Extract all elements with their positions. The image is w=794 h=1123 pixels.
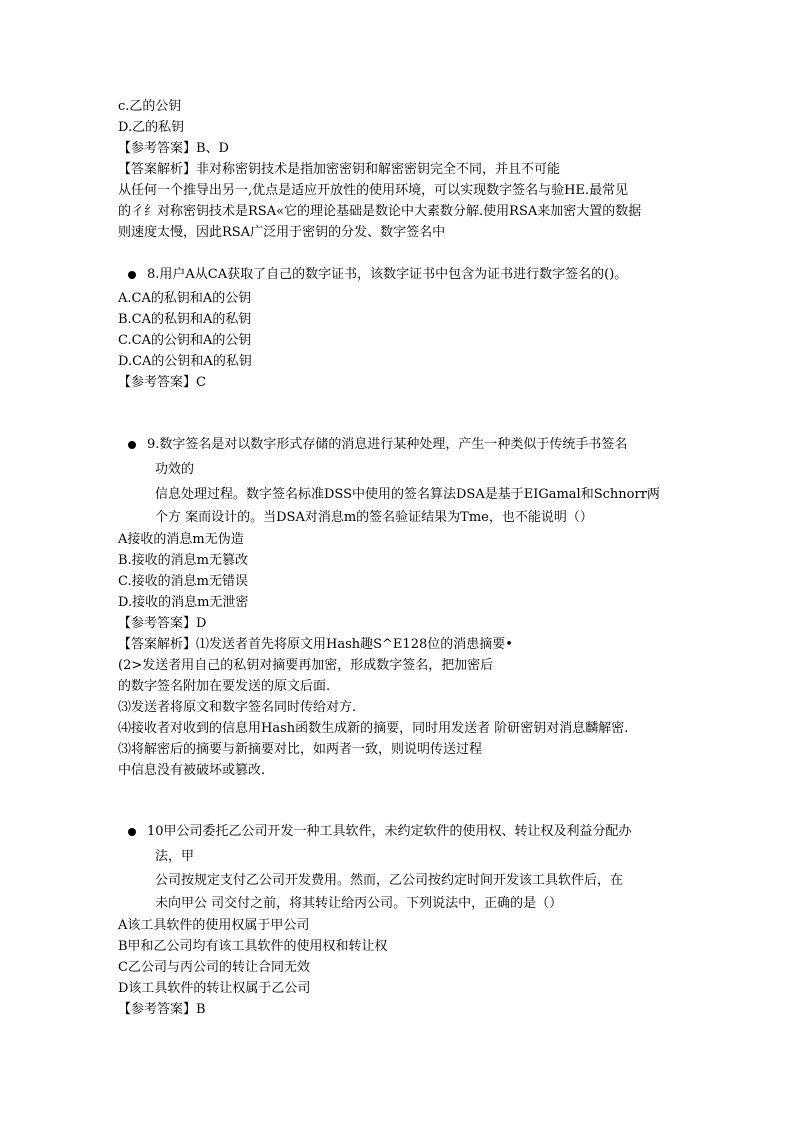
reference-answer: 【参考答案】B、D bbox=[118, 141, 229, 156]
analysis-line: 从任何一个推导出另一,优点是适应开放性的使用环境，可以实现数字签名与验HE.最常见 bbox=[118, 183, 629, 198]
question-9-continued: 信息处理过程。数字签名标准DSS中使用的签名算法DSA是基于EIGamal和Schnorr两 bbox=[155, 487, 660, 502]
bullet-icon bbox=[128, 828, 136, 836]
question-9-continued: 功效的 bbox=[155, 462, 195, 477]
reference-answer: 【参考答案】B bbox=[118, 1002, 206, 1017]
analysis-line: ⑷接收者对收到的信息用Hash函数生成新的摘要，同时用发送者 阶研密钥对消息麟解密. bbox=[118, 721, 629, 736]
option-c: C乙公司与丙公司的转让合同无效 bbox=[118, 960, 310, 975]
question-10: 10甲公司委托乙公司开发一种工具软件，未约定软件的使用权、转让权及利益分配办 bbox=[147, 824, 632, 839]
option-c: C.CA的公钥和A的公钥 bbox=[118, 333, 252, 348]
option-d: D.接收的消息m无泄密 bbox=[118, 595, 249, 610]
option-a: A.CA的私钥和A的公钥 bbox=[118, 291, 252, 306]
option-d: D.CA的公钥和A的私钥 bbox=[118, 354, 252, 369]
analysis-line: 则速度太慢，因此RSA广泛用于密钥的分发、数字签名中 bbox=[118, 225, 446, 240]
question-9: 9.数字签名是对以数字形式存储的消息进行某种处理，产生一种类似于传统手书签名 bbox=[147, 437, 628, 452]
option-d: D.乙的私钥 bbox=[118, 120, 185, 135]
option-c: c.乙的公钥 bbox=[118, 99, 182, 114]
question-8: 8.用户A从CA获取了自己的数字证书，该数字证书中包含为证书进行数字签名的()。 bbox=[147, 267, 628, 282]
analysis-line: ⑶将解密后的摘要与新摘要对比，如两者一致，则说明传送过程 bbox=[118, 742, 483, 757]
analysis-line: 【答案解析】⑴发送者首先将原文用Hash趣S^E128位的消患摘要• bbox=[118, 637, 513, 652]
option-b: B.CA的私钥和A的私钥 bbox=[118, 312, 252, 327]
question-10-continued: 法，甲 bbox=[155, 849, 195, 864]
analysis-line: 的数字签名附加在要发送的原文后面. bbox=[118, 679, 331, 694]
analysis-line: 【答案解析】非对称密钥技术是指加密密钥和解密密钥完全不同，并且不可能 bbox=[118, 162, 561, 177]
option-a: A接收的消息m无伪造 bbox=[118, 532, 244, 547]
question-10-continued: 公司按规定支付乙公司开发费用。然而，乙公司按约定时间开发该工具软件后，在 bbox=[155, 873, 624, 888]
analysis-line: (2>发送者用自己的私钥对摘要再加密，形成数字签名，把加密后 bbox=[118, 658, 494, 673]
analysis-line: ⑶发送者将原文和数字签名同时传给对方. bbox=[118, 700, 357, 715]
question-9-continued: 个方 案而设计的。当DSA对消息m的签名验证结果为Tme，也不能说明（） bbox=[155, 510, 593, 525]
option-b: B.接收的消息m无篡改 bbox=[118, 553, 249, 568]
question-10-continued: 未向甲公 司交付之前，将其转让给丙公司。下列说法中，正确的是（） bbox=[155, 896, 563, 911]
option-d: D该工具软件的转让权属于乙公司 bbox=[118, 981, 311, 996]
reference-answer: 【参考答案】D bbox=[118, 616, 207, 631]
bullet-icon bbox=[128, 441, 136, 449]
bullet-icon bbox=[128, 271, 136, 279]
analysis-line: 中信息没有被破坏或篡改. bbox=[118, 763, 266, 778]
analysis-line: 的彳纟对称密钥技术是RSA«它的理论基础是数论中大素数分解.使用RSA来加密大置的数据 bbox=[118, 204, 642, 219]
option-c: C.接收的消息m无错误 bbox=[118, 574, 248, 589]
option-a: A该工具软件的使用权属于甲公司 bbox=[118, 918, 310, 933]
option-b: B甲和乙公司均有该工具软件的使用权和转让权 bbox=[118, 939, 388, 954]
reference-answer: 【参考答案】C bbox=[118, 375, 206, 390]
